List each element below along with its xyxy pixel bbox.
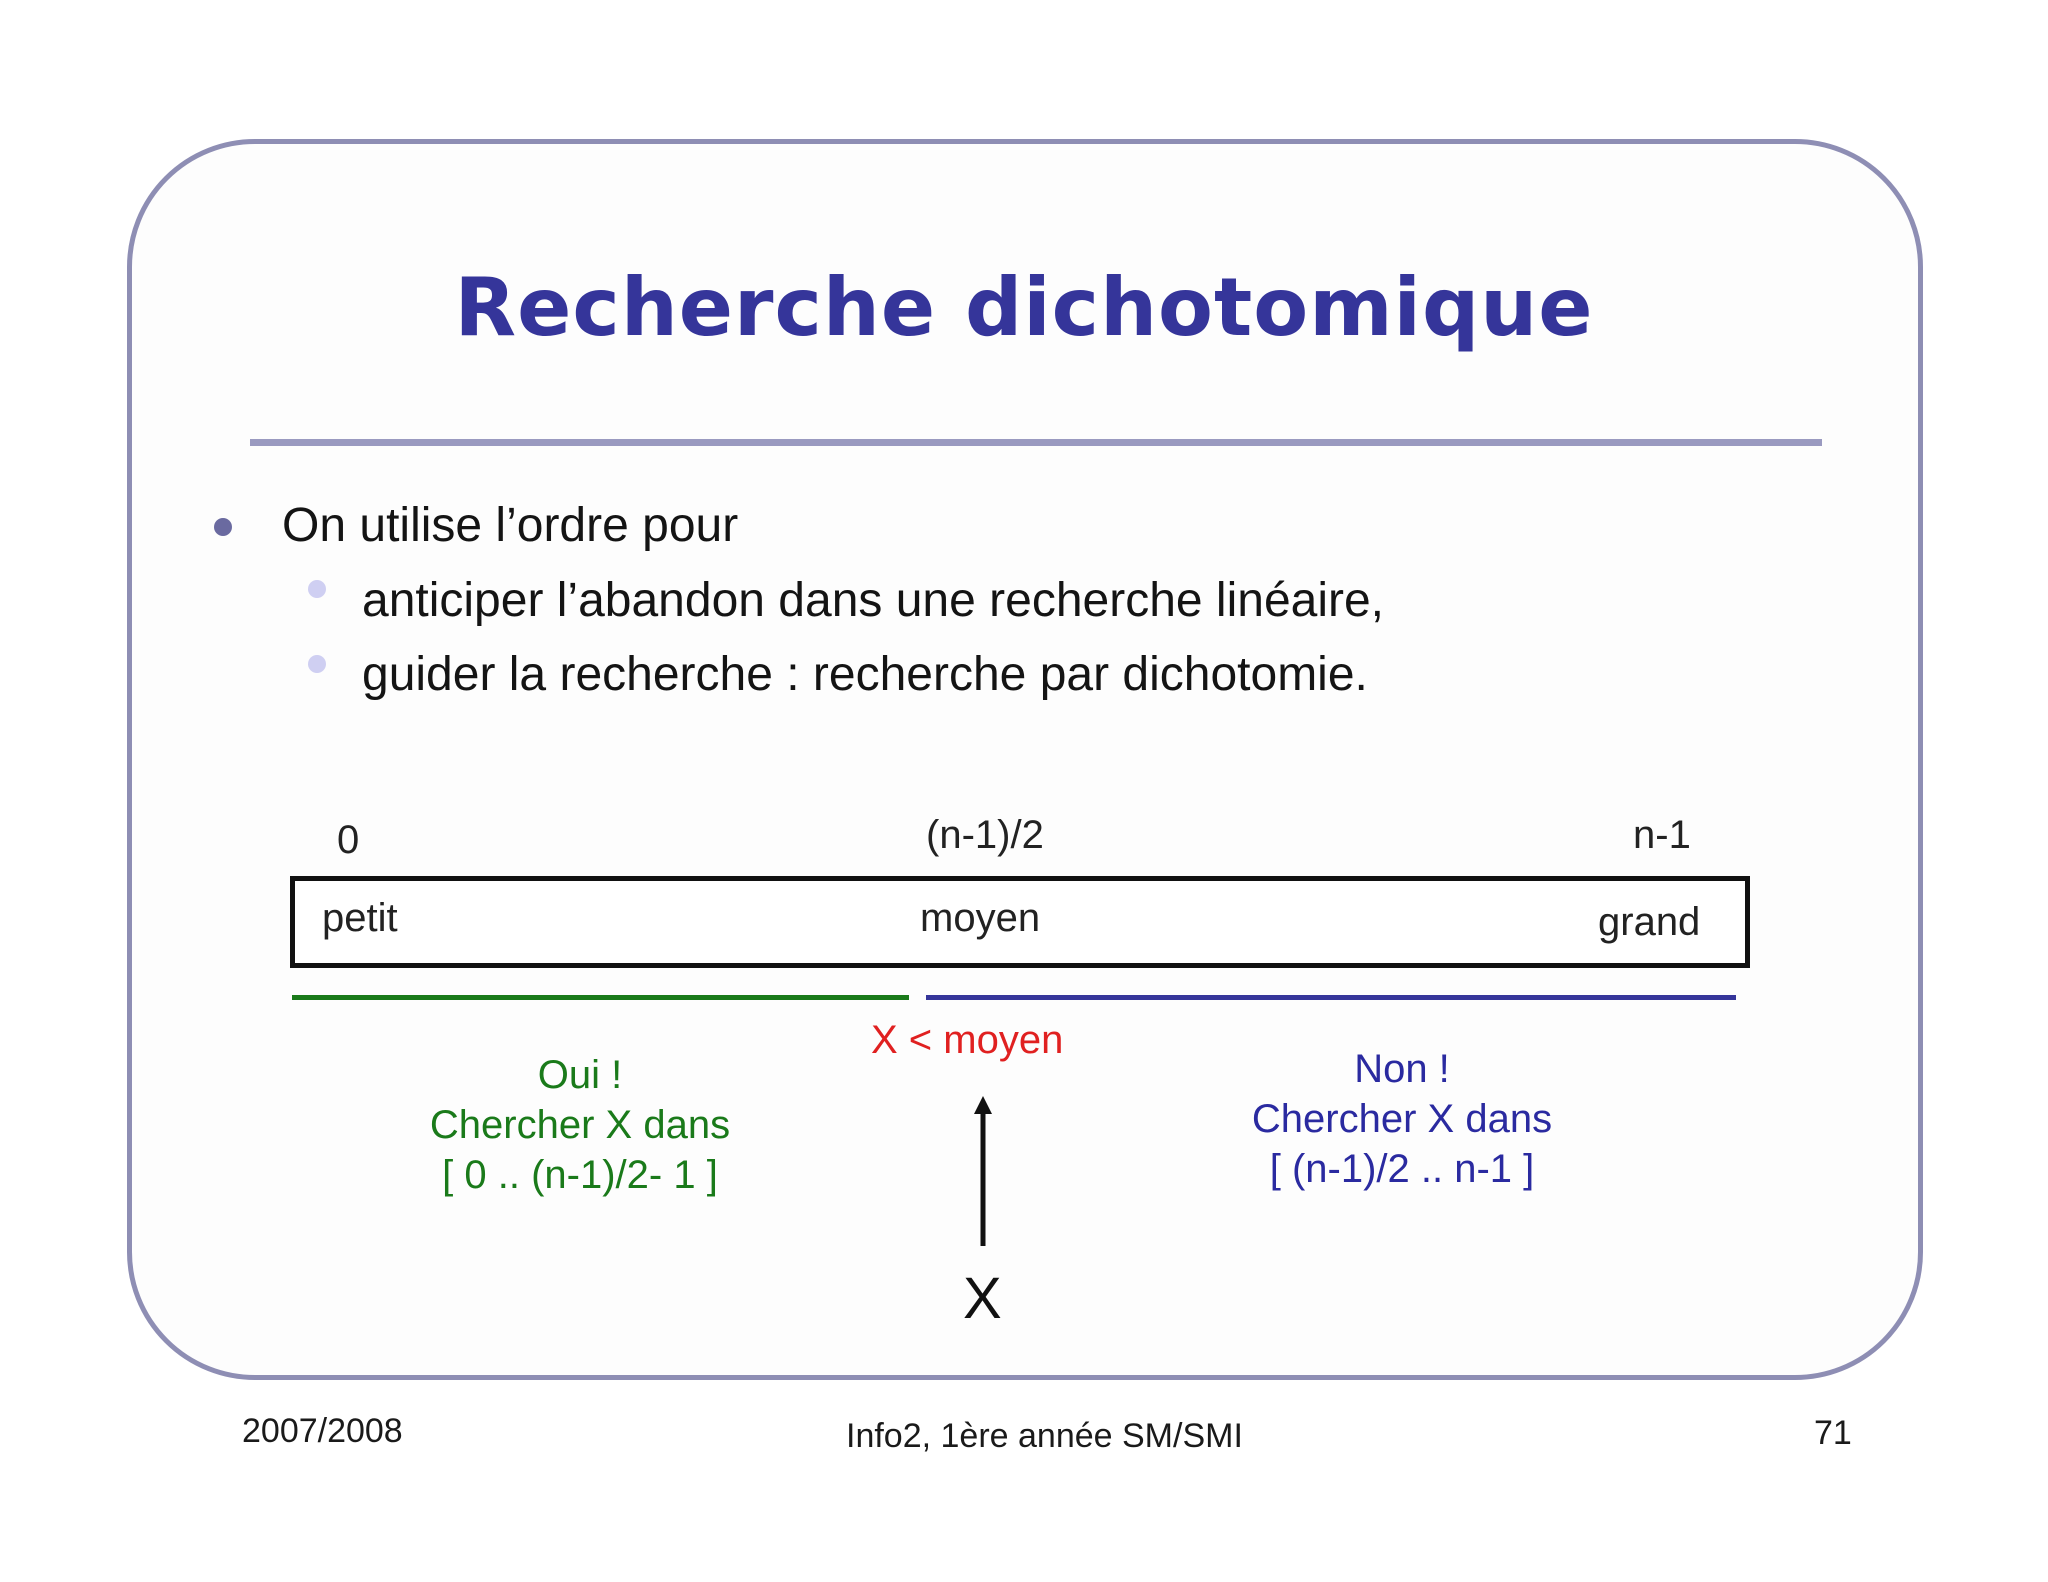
no-branch-line-3: [ (n-1)/2 .. n-1 ]	[1269, 1147, 1535, 1191]
footer-course: Info2, 1ère année SM/SMI	[846, 1417, 1243, 1455]
title-divider	[250, 439, 1822, 446]
arrow-up-icon	[970, 1096, 996, 1246]
footer-page-number: 71	[1814, 1414, 1852, 1452]
no-branch-line-2: Chercher X dans	[1251, 1097, 1553, 1141]
no-branch	[1202, 1044, 1602, 1194]
bullet-main-text: On utilise l’ordre pour	[282, 499, 739, 552]
slide-title: Recherche dichotomique	[454, 261, 1594, 354]
index-middle: (n-1)/2	[926, 813, 1044, 857]
array-label-right: grand	[1598, 900, 1701, 944]
array-label-left: petit	[322, 896, 398, 940]
sub-bullet-text-2: guider la recherche : recherche par dichotomie.	[362, 648, 1368, 701]
bullet-icon	[214, 518, 232, 536]
no-range-line	[926, 995, 1736, 1000]
index-start: 0	[337, 818, 360, 862]
no-branch-line-1: Non !	[1354, 1047, 1450, 1091]
yes-branch	[380, 1050, 780, 1200]
sub-bullet-text-1: anticiper l’abandon dans une recherche linéaire,	[362, 574, 1385, 627]
condition-label: X < moyen	[871, 1018, 1064, 1062]
yes-branch-line-1: Oui !	[537, 1053, 623, 1097]
yes-branch-line-3: [ 0 .. (n-1)/2- 1 ]	[442, 1153, 718, 1197]
sub-bullet-icon	[308, 655, 326, 673]
yes-range-line	[292, 995, 909, 1000]
footer-year: 2007/2008	[242, 1412, 403, 1450]
array-label-middle: moyen	[920, 896, 1041, 940]
index-end: n-1	[1633, 813, 1691, 857]
sub-bullet-icon	[308, 580, 326, 598]
yes-branch-line-2: Chercher X dans	[429, 1103, 731, 1147]
search-variable: X	[963, 1266, 1002, 1331]
